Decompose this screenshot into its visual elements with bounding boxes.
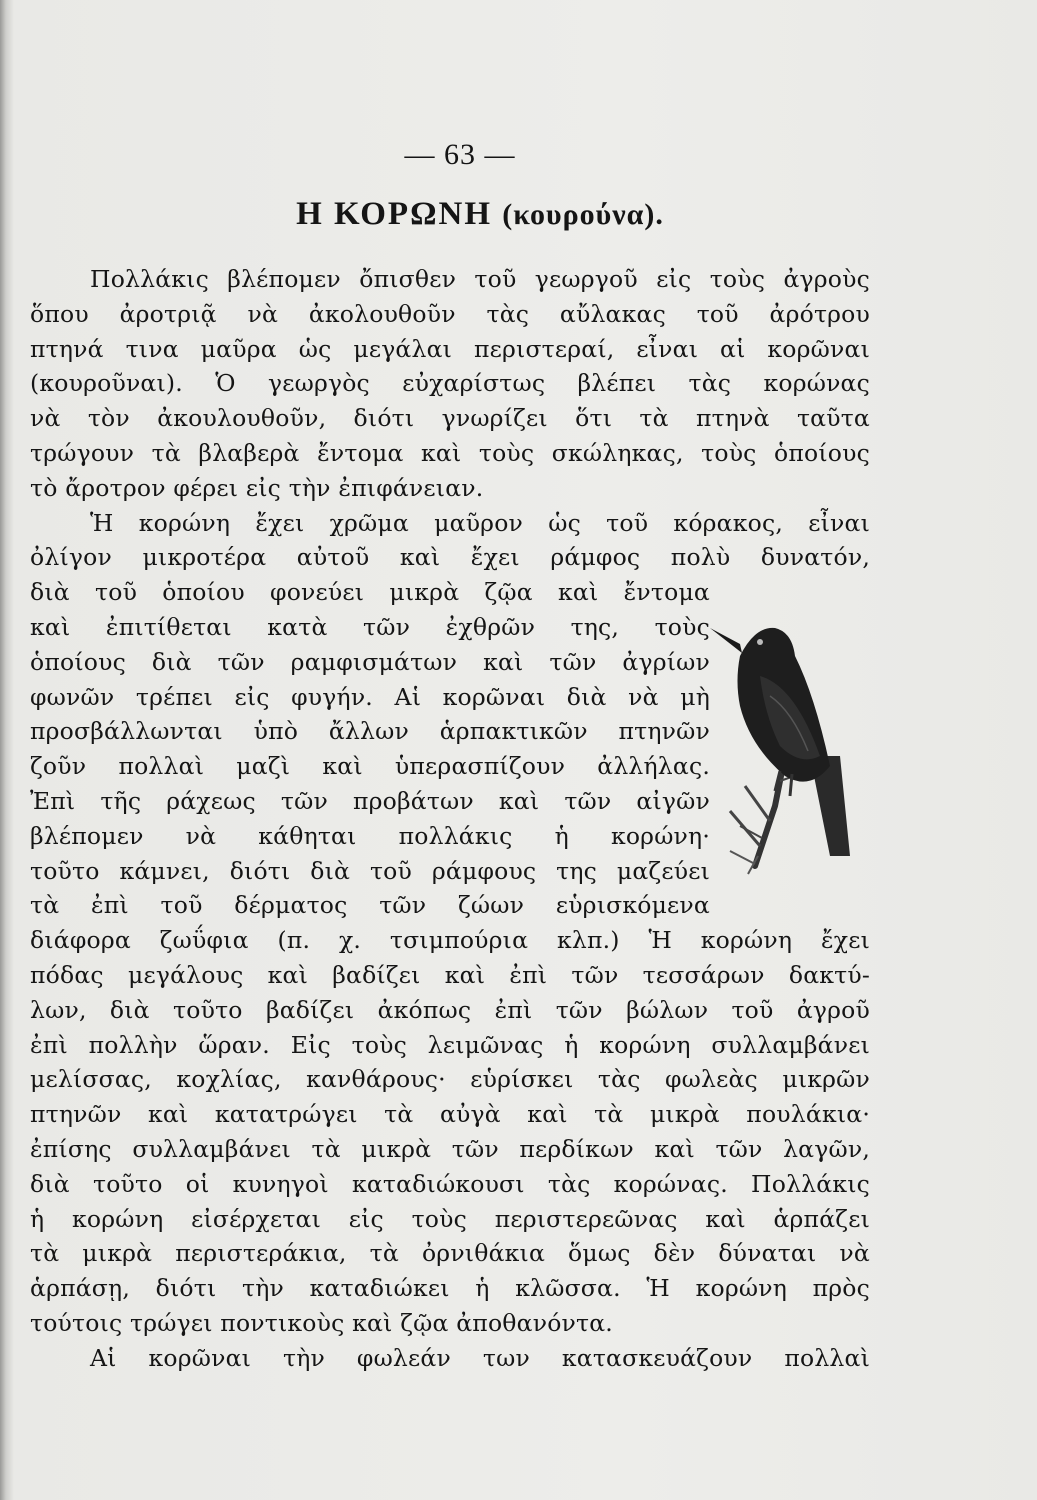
page-number: — 63 — [404, 138, 516, 171]
title-main: Η ΚΟΡΩΝΗ [296, 196, 493, 232]
text-line: νὰ τὸν ἀκουλουθοῦν, διότι γνωρίζει ὅτι τὰ πτηνὰ ταῦτα [30, 404, 870, 433]
text-line: ὅπου ἀροτριᾷ νὰ ἀκολουθοῦν τὰς αὔλακας τοῦ ἀρότρου [30, 299, 870, 328]
text-line: ζοῦν πολλαὶ μαζὶ καὶ ὑπερασπίζουν ἀλλήλας. [30, 752, 710, 781]
text-line: ὀλίγον μικροτέρα αὐτοῦ καὶ ἔχει ράμφος πολὺ δυνατόν, [30, 543, 870, 572]
text-line: προσβάλλωνται ὑπὸ ἄλλων ἁρπακτικῶν πτηνῶν [30, 717, 710, 746]
text-line: πόδας μεγάλους καὶ βαδίζει καὶ ἐπὶ τῶν τεσσάρων δακτύ- [30, 960, 870, 989]
text-line: φωνῶν τρέπει εἰς φυγήν. Αἱ κορῶναι διὰ νὰ μὴ [30, 682, 710, 711]
text-line: τὰ ἐπὶ τοῦ δέρματος τῶν ζώων εὑρισκόμενα [30, 891, 710, 920]
text-line: βλέπομεν νὰ κάθηται πολλάκις ἡ κορώνη· [30, 821, 710, 850]
text-line: ὁποίους διὰ τῶν ραμφισμάτων καὶ τῶν ἀγρίων [30, 647, 710, 676]
text-line: Αἱ κορῶναι τὴν φωλεάν των κατασκευάζουν πολλαὶ [90, 1343, 870, 1372]
text-line: τοῦτο κάμνει, διότι διὰ τοῦ ράμφους της μαζεύει [30, 856, 710, 885]
text-line: τὰ μικρὰ περιστεράκια, τὰ ὀρνιθάκια ὅμως δὲν δύναται νὰ [30, 1239, 870, 1268]
text-line: Πολλάκις βλέπομεν ὄπισθεν τοῦ γεωργοῦ εἰς τοὺς ἀγροὺς [90, 265, 870, 293]
text-line: πτηνά τινα μαῦρα ὡς μεγάλαι περιστεραί, εἶναι αἱ κορῶναι [30, 334, 870, 363]
text-line: πτηνῶν καὶ κατατρώγει τὰ αὐγὰ καὶ τὰ μικρὰ πουλάκια· [30, 1100, 870, 1129]
text-line: μελίσσας, κοχλίας, κανθάρους· εὑρίσκει τὰς φωλεὰς μικρῶν [30, 1065, 870, 1094]
text-line: ἐπίσης συλλαμβάνει τὰ μικρὰ τῶν περδίκων καὶ τῶν λαγῶν, [30, 1134, 870, 1163]
page-title [0, 196, 960, 233]
text-line: (κουροῦναι). Ὁ γεωργὸς εὐχαρίστως βλέπει τὰς κορώνας [30, 369, 870, 398]
text-line: ἁρπάσῃ, διότι τὴν καταδιώκει ἡ κλῶσσα. Ἡ κορώνη πρὸς [30, 1274, 870, 1303]
text-line: Ἡ κορώνη ἔχει χρῶμα μαῦρον ὡς τοῦ κόρακος, εἶναι [90, 508, 870, 537]
text-line: Ἐπὶ τῆς ράχεως τῶν προβάτων καὶ τῶν αἰγῶν [30, 786, 710, 815]
title-subtitle: (κουρούνα). [502, 198, 664, 231]
text-line: τρώγουν τὰ βλαβερὰ ἔντομα καὶ τοὺς σκώληκας, τοὺς ὁποίους [30, 438, 870, 467]
text-line: καὶ ἐπιτίθεται κατὰ τῶν ἐχθρῶν της, τοὺς [30, 612, 710, 641]
text-line: τὸ ἄροτρον φέρει εἰς τὴν ἐπιφάνειαν. [30, 473, 484, 502]
text-line: ἐπὶ πολλὴν ὥραν. Εἰς τοὺς λειμῶνας ἡ κορώνη συλλαμβάνει [30, 1030, 870, 1059]
text-line: ἡ κορώνη εἰσέρχεται εἰς τοὺς περιστερεῶνας καὶ ἁρπάζει [30, 1204, 870, 1233]
text-line: τούτοις τρώγει ποντικοὺς καὶ ζῷα ἀποθανόντα. [30, 1308, 613, 1337]
text-line: διάφορα ζωΰφια (π. χ. τσιμπούρια κλπ.) Ἡ κορώνη ἔχει [30, 926, 870, 955]
text-line: διὰ τοῦ ὁποίου φονεύει μικρὰ ζῷα καὶ ἔντομα [30, 578, 710, 607]
crow-on-branch-icon [700, 606, 880, 876]
text-line: λων, διὰ τοῦτο βαδίζει ἀκόπως ἐπὶ τῶν βώλων τοῦ ἀγροῦ [30, 995, 870, 1024]
text-line: διὰ τοῦτο οἱ κυνηγοὶ καταδιώκουσι τὰς κορώνας. Πολλάκις [30, 1169, 870, 1198]
